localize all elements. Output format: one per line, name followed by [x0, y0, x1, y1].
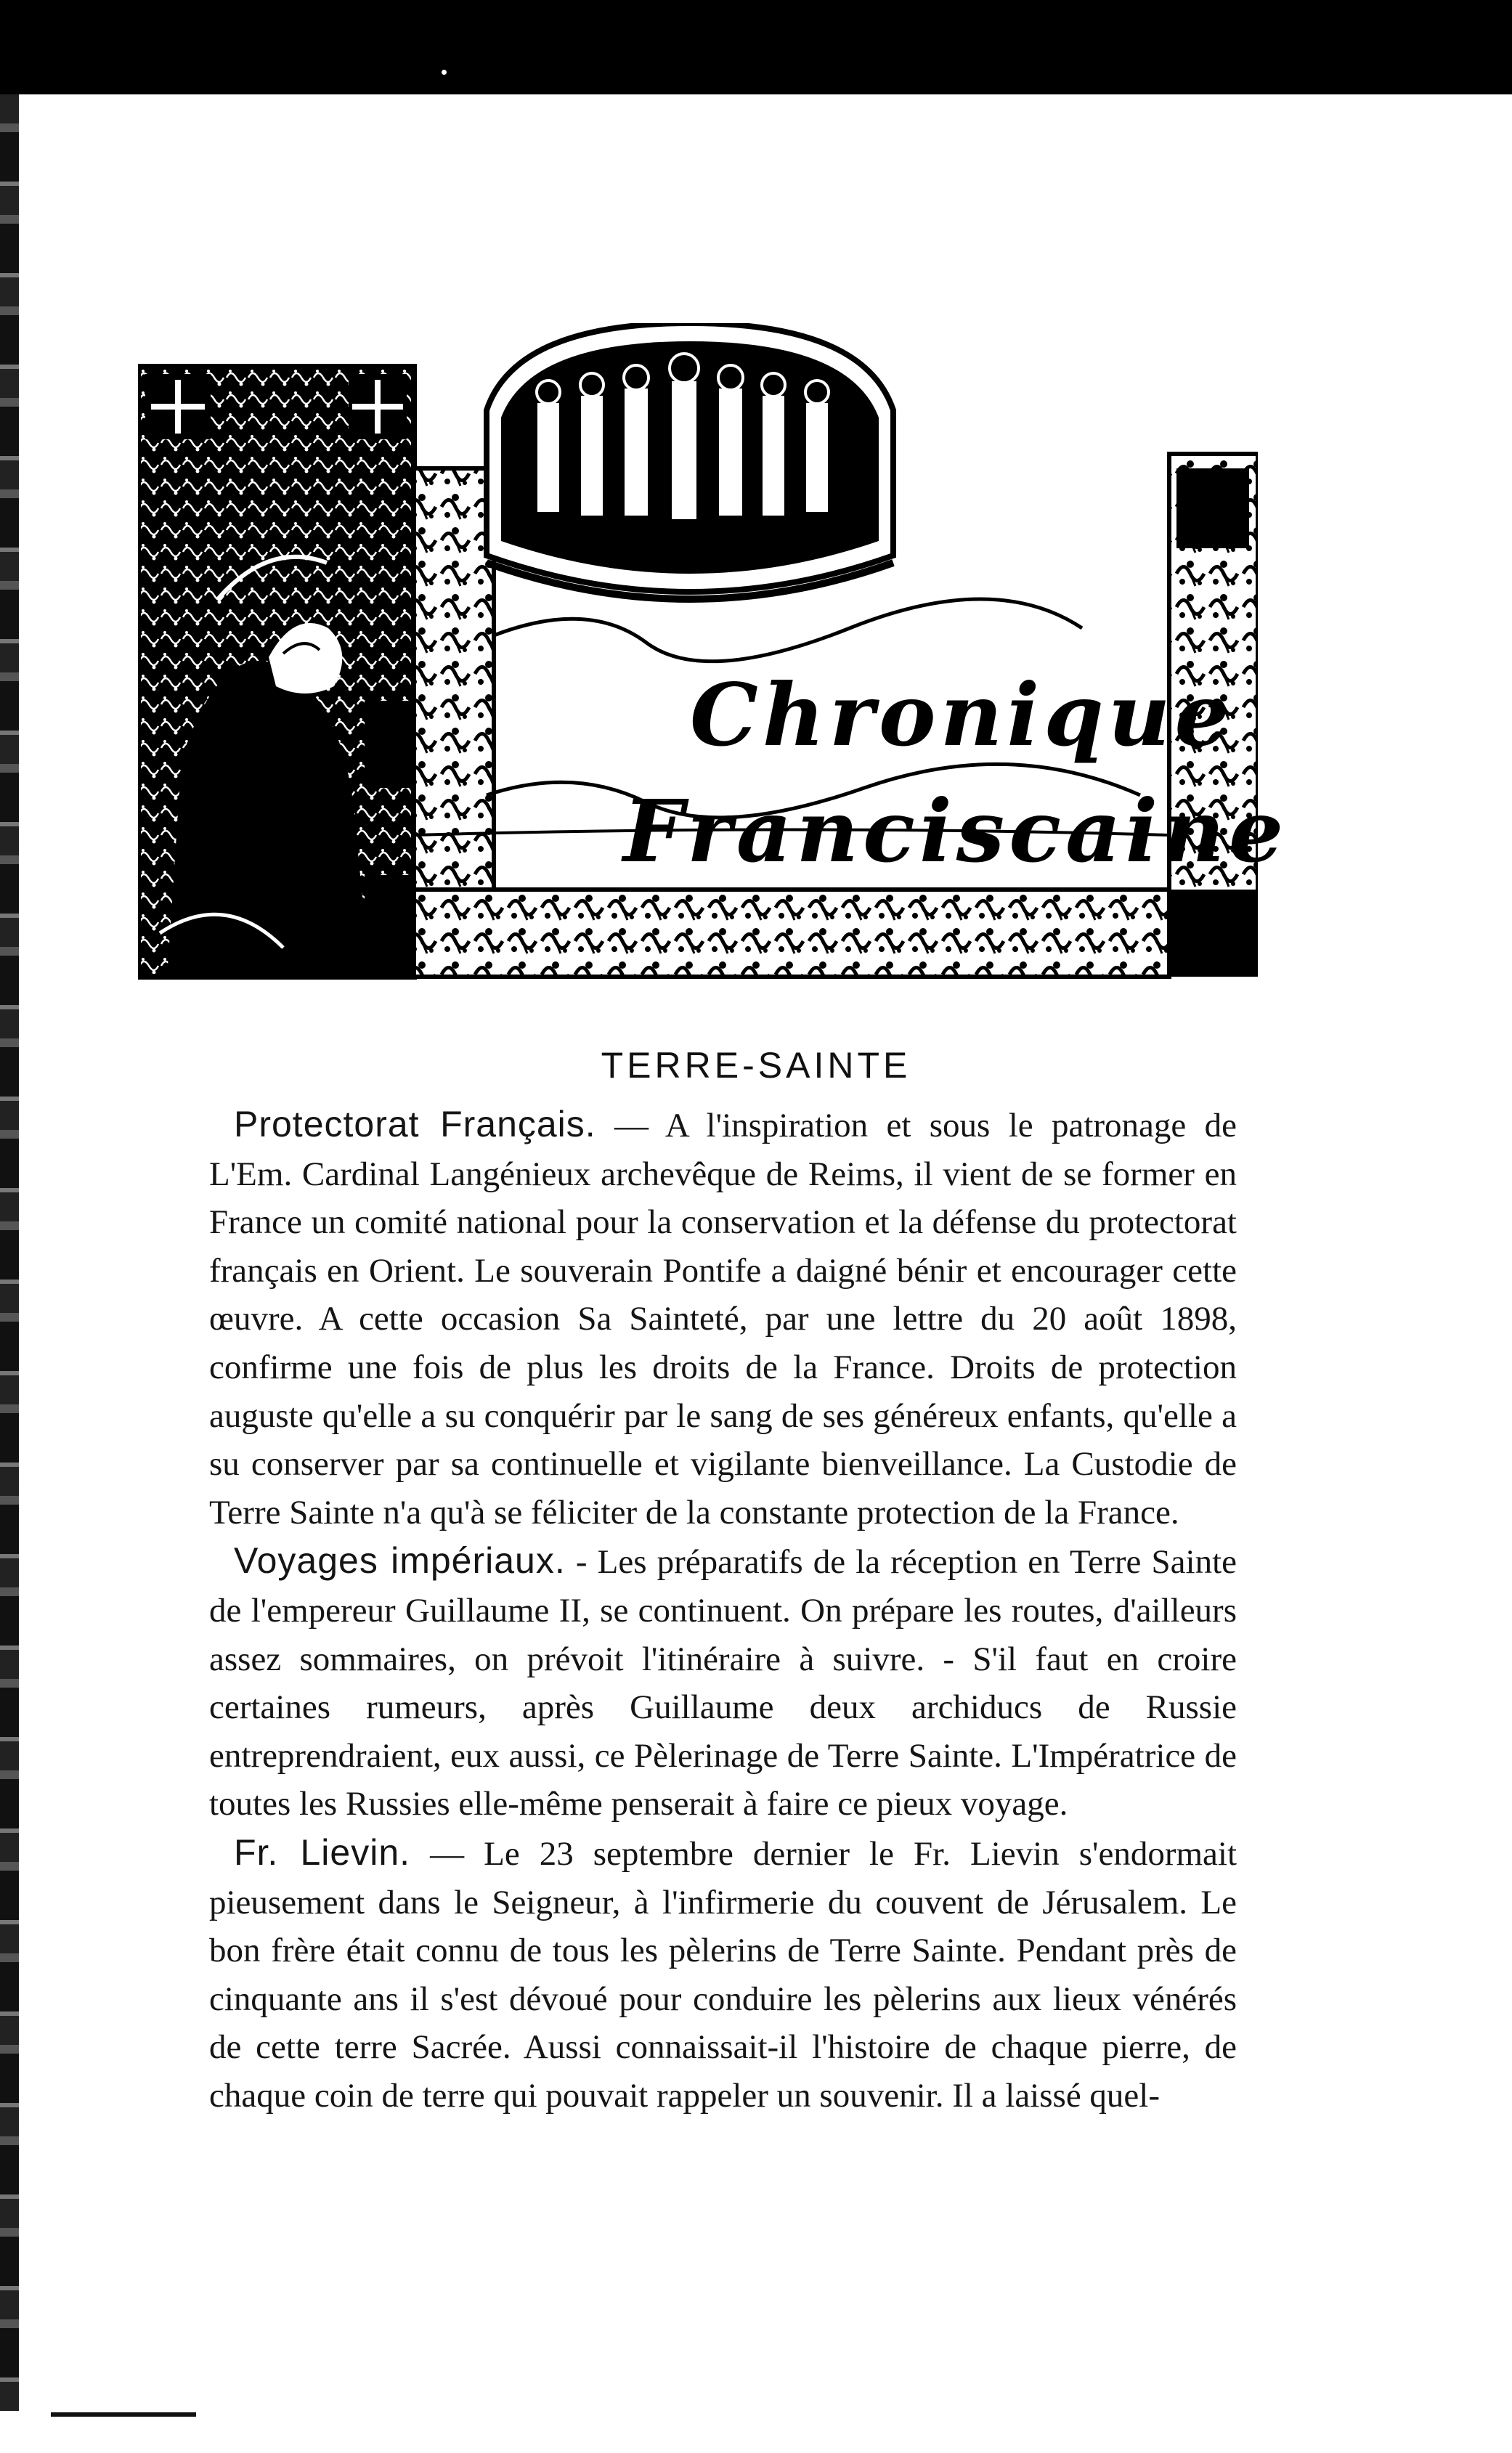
- paragraph-text: — A l'inspiration et sous le patronage de L'Em. Cardinal Langénieux archevêque de Reims, il vient de se former en France un comité national pour la conservation et la défense du protectorat français en Orient. Le souverain Pontife a daigné bénir et encourager cette œuvre. A cette occasion Sa Sainteté, par une lettre du 20 août 1898, confirme une fois de plus les droits de la France. Droits de protection auguste qu'elle a su conquérir par le sang de ses généreux enfants, qu'elle a su conserver par sa continuelle et vigilante bienveillance. La Custodie de Terre Sainte n'a qu'à se féliciter de la constante protection de la France.: [209, 1107, 1237, 1531]
- left-illumination-panel: [138, 367, 423, 977]
- bottom-rule: [51, 2412, 196, 2417]
- foliage-column: [414, 468, 494, 948]
- paragraph-lievin: [209, 1828, 1237, 2120]
- paragraph-lead: Fr. Lievin.: [234, 1831, 411, 1873]
- headpiece-title-franciscaine: Franciscaine: [623, 781, 1288, 882]
- paragraph-lead: Voyages impériaux.: [234, 1540, 566, 1582]
- saints-medallion: [487, 323, 893, 599]
- paragraph-voyages: [209, 1537, 1237, 1828]
- paragraph-text: — Le 23 septembre dernier le Fr. Lievin s'endormait pieusement dans le Seigneur, à l'infirmerie du couvent de Jérusalem. Le bon frère était connu de tous les pèlerins de Terre Sainte. Pendant près de cinquante ans il s'est dévoué pour conduire les pèlerins aux lieux vénérés de cette terre Sacrée. Aussi connaissait-il l'histoire de chaque pierre, de chaque coin de terre qui pouvait rappeler un souvenir. Il a laissé quel-: [209, 1834, 1237, 2115]
- article-body: [209, 1100, 1237, 2120]
- paragraph-text: - Les préparatifs de la réception en Terre Sainte de l'empereur Guillaume II, se continuent. On prépare les routes, d'ailleurs assez sommaires, on prévoit l'itinéraire à suivre. - S'il faut en croire certaines rumeurs, après Guillaume deux archiducs de Russie entreprendraient, eux aussi, ce Pèlerinage de Terre Sainte. L'Impératrice de toutes les Russies elle-même penserait à faire ce pieux voyage.: [209, 1543, 1237, 1823]
- headpiece-title-chronique: Chronique: [690, 664, 1234, 765]
- bottom-foliage-band: [414, 890, 1169, 977]
- scan-dust-mark: [442, 70, 447, 75]
- paragraph-protectorat: [209, 1100, 1237, 1537]
- section-heading: TERRE-SAINTE: [601, 1045, 911, 1086]
- paragraph-lead: Protectorat Français.: [234, 1104, 596, 1144]
- scan-left-edge: [0, 94, 19, 2411]
- scan-top-border: [0, 0, 1512, 94]
